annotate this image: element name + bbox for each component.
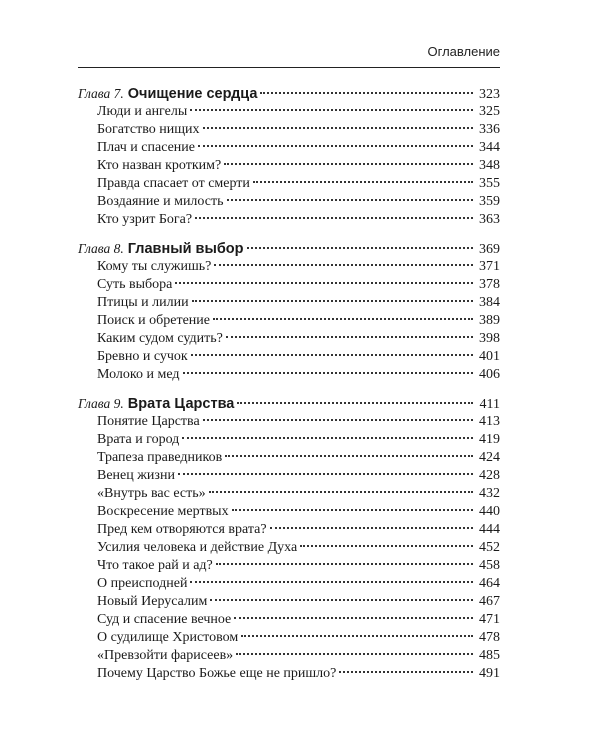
entry-title: Пред кем отворяются врата?: [97, 522, 267, 537]
dot-leader: [232, 509, 473, 511]
dot-leader: [192, 300, 473, 302]
dot-leader: [270, 527, 473, 529]
dot-leader: [236, 653, 473, 655]
entry-page-number: 444: [479, 522, 500, 537]
dot-leader: [183, 372, 474, 374]
toc-entry: [78, 139, 500, 157]
toc-entry: [78, 366, 500, 384]
toc-entry: [78, 485, 500, 503]
entry-title: Суть выбора: [97, 277, 173, 292]
entry-page-number: 344: [479, 140, 500, 155]
toc-entry: [78, 449, 500, 467]
dot-leader: [198, 145, 473, 147]
dot-leader: [213, 318, 473, 320]
toc-entry: [78, 467, 500, 485]
entry-title: Плач и спасение: [97, 140, 195, 155]
chapter-block: [78, 394, 500, 683]
entry-page-number: 378: [479, 277, 500, 292]
entry-title: Понятие Царства: [97, 414, 200, 429]
chapter-label: Глава 8.: [78, 241, 124, 256]
chapter-title: Очищение сердца: [127, 86, 258, 102]
toc-entry: [78, 593, 500, 611]
entry-title: Люди и ангелы: [97, 104, 188, 119]
chapter-heading-row: [78, 84, 500, 103]
toc-entry: [78, 211, 500, 229]
entry-title: Врата и город: [97, 432, 180, 447]
chapter-page-number: 411: [479, 397, 500, 412]
chapter-label: Глава 7.: [78, 86, 124, 101]
dot-leader: [203, 419, 473, 421]
dot-leader: [224, 163, 473, 165]
chapter-block: [78, 84, 500, 229]
entry-title: Бревно и сучок: [97, 349, 188, 364]
entry-page-number: 401: [479, 349, 500, 364]
chapter-page-number: 369: [479, 242, 500, 257]
entry-page-number: 406: [479, 367, 500, 382]
toc-entry: [78, 575, 500, 593]
dot-leader: [209, 491, 473, 493]
dot-leader: [182, 437, 473, 439]
entry-title: Кому ты служишь?: [97, 259, 212, 274]
chapter-heading-row: [78, 394, 500, 413]
toc-entry: [78, 103, 500, 121]
toc-entry: [78, 157, 500, 175]
entry-page-number: 398: [479, 331, 500, 346]
entry-title: Кто назван кротким?: [97, 158, 222, 173]
dot-leader: [191, 354, 473, 356]
entry-page-number: 325: [479, 104, 500, 119]
dot-leader: [190, 109, 473, 111]
entry-page-number: 467: [479, 594, 500, 609]
dot-leader: [241, 635, 473, 637]
chapter-title: Главный выбор: [127, 241, 244, 257]
toc-entry: [78, 539, 500, 557]
entry-title: Богатство нищих: [97, 122, 200, 137]
header-rule: [78, 67, 500, 68]
entry-page-number: 485: [479, 648, 500, 663]
entry-title: Новый Иерусалим: [97, 594, 208, 609]
entry-page-number: 440: [479, 504, 500, 519]
toc-entry: [78, 312, 500, 330]
dot-leader: [253, 181, 473, 183]
entry-title: Правда спасает от смерти: [97, 176, 250, 191]
entry-page-number: 471: [479, 612, 500, 627]
dot-leader: [260, 92, 473, 94]
entry-page-number: 348: [479, 158, 500, 173]
toc-entry: [78, 647, 500, 665]
entry-page-number: 428: [479, 468, 500, 483]
dot-leader: [234, 617, 473, 619]
dot-leader: [203, 127, 473, 129]
entry-page-number: 413: [479, 414, 500, 429]
entry-title: Почему Царство Божье еще не пришло?: [97, 666, 337, 681]
dot-leader: [190, 581, 473, 583]
entry-page-number: 464: [479, 576, 500, 591]
toc-entry: [78, 121, 500, 139]
dot-leader: [247, 247, 473, 249]
entry-page-number: 432: [479, 486, 500, 501]
toc-entry: [78, 611, 500, 629]
entry-title: Птицы и лилии: [97, 295, 189, 310]
toc-entry: [78, 503, 500, 521]
entry-title: Суд и спасение вечное: [97, 612, 232, 627]
toc-entry: [78, 193, 500, 211]
entry-page-number: 389: [479, 313, 500, 328]
dot-leader: [227, 199, 474, 201]
dot-leader: [216, 563, 473, 565]
dot-leader: [339, 671, 473, 673]
entry-page-number: 355: [479, 176, 500, 191]
chapter-title: Врата Царства: [127, 396, 235, 412]
entry-page-number: 419: [479, 432, 500, 447]
toc-entry: [78, 521, 500, 539]
entry-title: О преисподней: [97, 576, 188, 591]
entry-page-number: 424: [479, 450, 500, 465]
chapter-label: Глава 9.: [78, 396, 124, 411]
chapter-heading-row: [78, 239, 500, 258]
toc-entry: [78, 294, 500, 312]
entry-title: Воздаяние и милость: [97, 194, 224, 209]
toc-entry: [78, 665, 500, 683]
entry-page-number: 452: [479, 540, 500, 555]
toc-entry: [78, 330, 500, 348]
toc-entry: [78, 431, 500, 449]
toc-entry: [78, 629, 500, 647]
entry-title: О судилище Христовом: [97, 630, 239, 645]
entry-page-number: 359: [479, 194, 500, 209]
entry-page-number: 478: [479, 630, 500, 645]
dot-leader: [300, 545, 473, 547]
toc-entry: [78, 348, 500, 366]
dot-leader: [178, 473, 473, 475]
entry-title: «Превзойти фарисеев»: [97, 648, 234, 663]
entry-title: Каким судом судить?: [97, 331, 223, 346]
entry-page-number: 363: [479, 212, 500, 227]
entry-title: Что такое рай и ад?: [97, 558, 213, 573]
toc-entry: [78, 413, 500, 431]
entry-page-number: 491: [479, 666, 500, 681]
entry-title: Усилия человека и действие Духа: [97, 540, 298, 555]
entry-page-number: 384: [479, 295, 500, 310]
dot-leader: [225, 455, 473, 457]
dot-leader: [226, 336, 473, 338]
entry-title: Кто узрит Бога?: [97, 212, 193, 227]
chapter-page-number: 323: [479, 87, 500, 102]
entry-page-number: 371: [479, 259, 500, 274]
entry-title: «Внутрь вас есть»: [97, 486, 206, 501]
dot-leader: [210, 599, 473, 601]
entry-page-number: 458: [479, 558, 500, 573]
table-of-contents: [78, 84, 500, 693]
chapter-block: [78, 239, 500, 384]
entry-page-number: 336: [479, 122, 500, 137]
toc-entry: [78, 175, 500, 193]
toc-entry: [78, 258, 500, 276]
entry-title: Поиск и обретение: [97, 313, 210, 328]
toc-entry: [78, 276, 500, 294]
entry-title: Молоко и мед: [97, 367, 180, 382]
entry-title: Воскресение мертвых: [97, 504, 229, 519]
entry-title: Венец жизни: [97, 468, 175, 483]
running-head: Оглавление: [427, 44, 500, 59]
toc-entry: [78, 557, 500, 575]
dot-leader: [237, 402, 473, 404]
entry-title: Трапеза праведников: [97, 450, 223, 465]
dot-leader: [214, 264, 473, 266]
dot-leader: [195, 217, 473, 219]
dot-leader: [175, 282, 473, 284]
